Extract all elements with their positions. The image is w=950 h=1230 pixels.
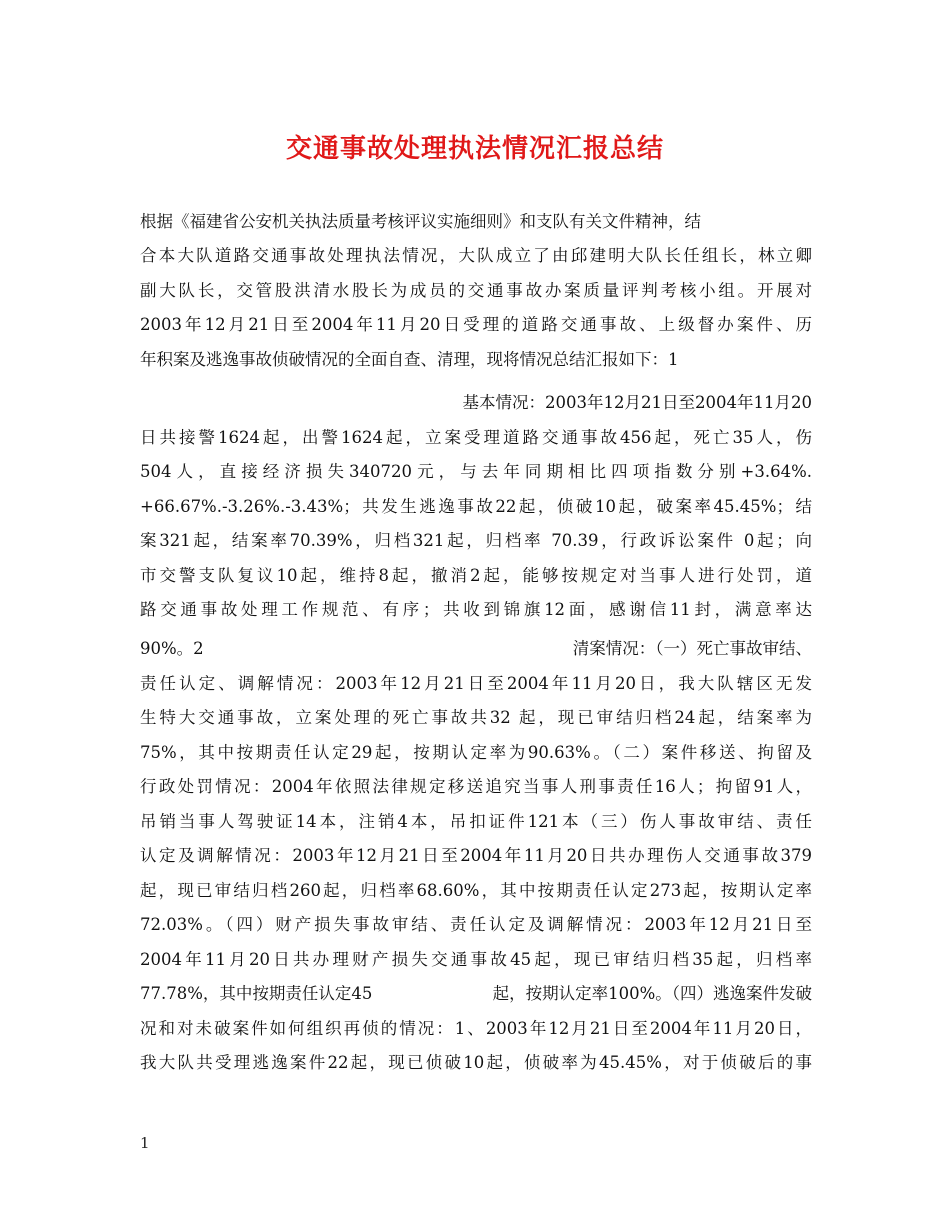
- paragraph-line: 日共接警1624起，出警1624起，立案受理道路交通事故456起，死亡35人，伤: [140, 428, 812, 447]
- line-start: 77.78%，其中按期责任认定45: [140, 984, 373, 1003]
- paragraph-line: 根据《福建省公安机关执法质量考核评议实施细则》和支队有关文件精神，结: [140, 212, 701, 231]
- paragraph-line-split: [140, 638, 812, 660]
- paragraph-line: 市交警支队复议10起，维持8起，撤消2起，能够按规定对当事人进行处罚，道: [140, 566, 812, 585]
- paragraph-line: +66.67%.-3.26%.-3.43%；共发生逃逸事故22起，侦破10起，破案率45.45%；结: [140, 497, 812, 516]
- line-start: 90%。2: [140, 639, 204, 658]
- paragraph-line: 72.03%。（四）财产损失事故审结、责任认定及调解情况：2003年12月21日至: [140, 915, 812, 934]
- paragraph-line: 况和对未破案件如何组织再侦的情况：1、2003年12月21日至2004年11月20日，: [140, 1019, 812, 1038]
- paragraph-line: 基本情况：2003年12月21日至2004年11月20: [462, 393, 812, 412]
- line-end: 清案情况：（一）死亡事故审结、: [572, 639, 812, 658]
- paragraph-line: 生特大交通事故，立案处理的死亡事故共32 起，现已审结归档24起，结案率为: [140, 708, 812, 727]
- paragraph-line: 起，现已审结归档260起，归档率68.60%，其中按期责任认定273起，按期认定率: [140, 881, 812, 900]
- paragraph-line: 认定及调解情况：2003年12月21日至2004年11月20日共办理伤人交通事故379: [140, 846, 812, 865]
- paragraph-line-split: [140, 983, 812, 1005]
- paragraph-line: 路交通事故处理工作规范、有序；共收到锦旗12面，感谢信11封，满意率达: [140, 600, 812, 619]
- page-number: 1: [140, 1134, 150, 1152]
- paragraph-line: 合本大队道路交通事故处理执法情况，大队成立了由邱建明大队长任组长，林立卿: [140, 246, 812, 265]
- paragraph-line: 行政处罚情况：2004年依照法律规定移送追究当事人刑事责任16人；拘留91人，: [140, 777, 812, 796]
- document-title: 交通事故处理执法情况汇报总结: [285, 134, 664, 164]
- paragraph-line: 75%，其中按期责任认定29起，按期认定率为90.63%。（二）案件移送、拘留及: [140, 743, 812, 762]
- paragraph-line: 504人，直接经济损失340720元，与去年同期相比四项指数分别+3.64%.: [140, 462, 812, 481]
- paragraph-line: 副大队长，交管股洪清水股长为成员的交通事故办案质量评判考核小组。开展对: [140, 281, 812, 300]
- paragraph-line: 我大队共受理逃逸案件22起，现已侦破10起，侦破率为45.45%，对于侦破后的事: [140, 1053, 812, 1072]
- paragraph-line: 案321起，结案率70.39%，归档321起，归档率 70.39，行政诉讼案件 0起；向: [140, 531, 812, 550]
- paragraph-line: 2004年11月20日共办理财产损失交通事故45起，现已审结归档35起，归档率: [140, 950, 812, 969]
- paragraph-line: 吊销当事人驾驶证14本，注销4本，吊扣证件121本（三）伤人事故审结、责任: [140, 812, 812, 831]
- paragraph-line: 责任认定、调解情况：2003年12月21日至2004年11月20日，我大队辖区无发: [140, 674, 812, 693]
- line-end: 起，按期认定率100%。（四）逃逸案件发破: [492, 984, 812, 1003]
- paragraph-line: 2003年12月21日至2004年11月20日受理的道路交通事故、上级督办案件、历: [140, 315, 812, 334]
- paragraph-line: 年积案及逃逸事故侦破情况的全面自查、清理，现将情况总结汇报如下：1: [140, 350, 679, 369]
